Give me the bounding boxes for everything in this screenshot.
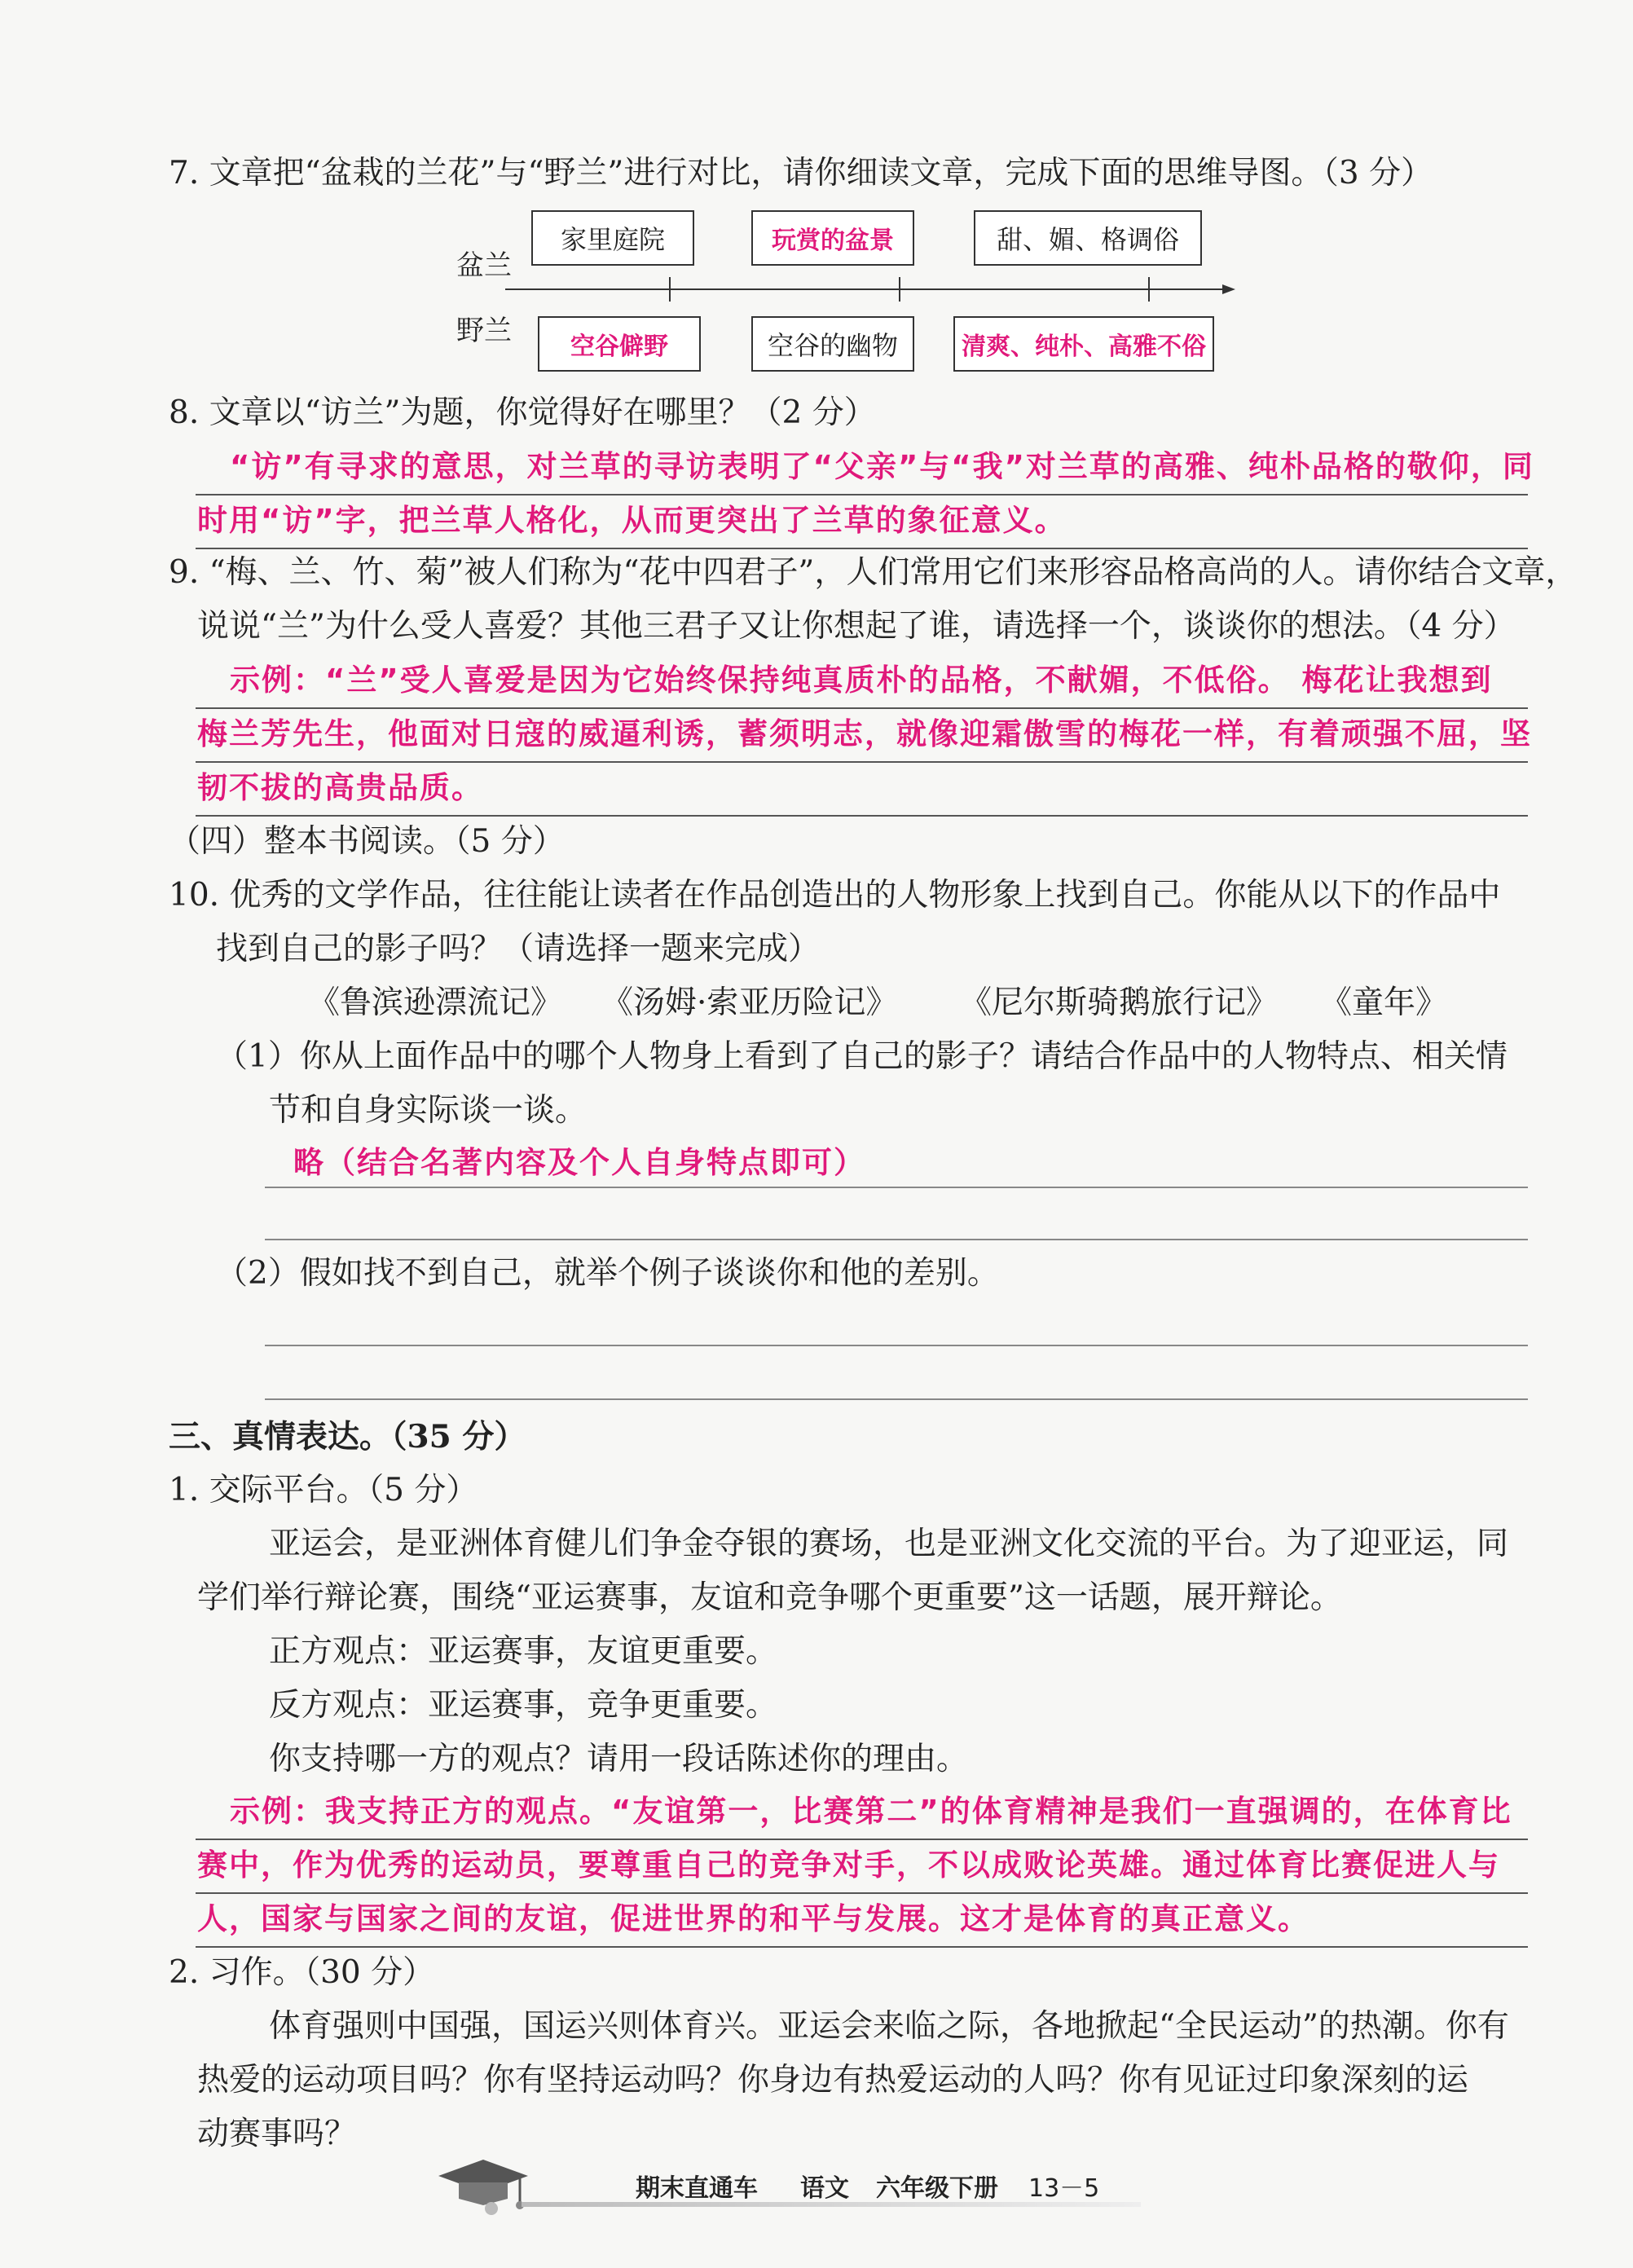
footer-grade: 六年级下册	[876, 2174, 998, 2203]
part-2-title: 2. 习作。（30 分）	[169, 1954, 435, 1991]
answer-rule	[196, 1946, 1528, 1948]
mind-map-wild-box-3: 清爽、纯朴、高雅不俗	[953, 316, 1214, 372]
book-title-3: 《尼尔斯骑鹅旅行记》	[960, 984, 1279, 1021]
q10-sub1-line-2: 节和自身实际谈一谈。	[269, 1092, 588, 1129]
book-title-2: 《汤姆·索亚历险记》	[601, 984, 898, 1021]
answer-rule	[265, 1345, 1528, 1346]
q8-text: 8. 文章以“访兰”为题，你觉得好在哪里？（2 分）	[169, 394, 876, 431]
part-1-pro-view: 正方观点：亚运赛事，友谊更重要。	[269, 1633, 778, 1670]
q9-text-line-1: 9. “梅、兰、竹、菊”被人们称为“花中四君子”，人们常用它们来形容品格高尚的人。请你结合文章，	[169, 554, 1578, 591]
mind-map-wild-box-1: 空谷僻野	[538, 316, 701, 372]
mind-map-wild-box-2: 空谷的幽物	[751, 316, 914, 372]
answer-rule	[196, 548, 1528, 549]
mind-map-pen-box-3: 甜、媚、格调俗	[974, 210, 1202, 266]
q10-text-line-2: 找到自己的影子吗？（请选择一题来完成）	[216, 931, 821, 967]
section-4-heading: （四）整本书阅读。（5 分）	[169, 823, 565, 860]
q7-text: 7. 文章把“盆栽的兰花”与“野兰”进行对比，请你细读文章，完成下面的思维导图。（3 分）	[169, 155, 1433, 192]
answer-rule	[196, 761, 1528, 763]
part-1-title: 1. 交际平台。（5 分）	[169, 1472, 478, 1508]
footer-subject: 语文	[800, 2174, 849, 2203]
mind-map-row-label-wild: 野兰	[456, 315, 512, 347]
mind-map-row-label-pen: 盆兰	[456, 249, 512, 282]
part-1-body-line-2: 学们举行辩论赛，围绕“亚运赛事，友谊和竞争哪个更重要”这一话题，展开辩论。	[197, 1579, 1342, 1616]
answer-rule	[196, 707, 1528, 709]
q10-sub1-answer: 略（结合名著内容及个人自身特点即可）	[293, 1145, 865, 1180]
part-1-answer-line-3: 人，国家与国家之间的友谊，促进世界的和平与发展。这才是体育的真正意义。	[197, 1901, 1309, 1936]
mind-map-pen-box-1: 家里庭院	[531, 210, 694, 266]
part-1-body-line-1: 亚运会，是亚洲体育健儿们争金夺银的赛场，也是亚洲文化交流的平台。为了迎亚运，同	[269, 1526, 1509, 1562]
section-3-heading: 三、真情表达。（35 分）	[169, 1418, 526, 1455]
q8-answer-line-2: 时用“访”字，把兰草人格化，从而更突出了兰草的象征意义。	[197, 503, 1067, 538]
footer-page-number: 13－5	[1028, 2174, 1100, 2203]
part-1-answer-line-2: 赛中，作为优秀的运动员，要尊重自己的竞争对手，不以成败论英雄。通过体育比赛促进人与	[197, 1847, 1500, 1883]
footer-title: 期末直通车	[636, 2174, 758, 2203]
q10-sub1-line-1: （1）你从上面作品中的哪个人物身上看到了自己的影子？请结合作品中的人物特点、相关情	[216, 1038, 1508, 1075]
part-2-body-line-3: 动赛事吗？	[197, 2116, 357, 2152]
part-1-con-view: 反方观点：亚运赛事，竞争更重要。	[269, 1687, 778, 1724]
q8-answer-line-1: “访”有寻求的意思，对兰草的寻访表明了“父亲”与“我”对兰草的高雅、纯朴品格的敬仰，同	[230, 449, 1534, 484]
answer-rule	[196, 1892, 1528, 1894]
book-title-4: 《童年》	[1320, 984, 1448, 1021]
mind-map-arrow	[505, 277, 1239, 302]
mind-map-pen-box-2: 玩赏的盆景	[751, 210, 914, 266]
part-1-question: 你支持哪一方的观点？请用一段话陈述你的理由。	[269, 1741, 969, 1777]
q10-sub2-text: （2）假如找不到自己，就举个例子谈谈你和他的差别。	[216, 1255, 999, 1292]
answer-rule	[196, 1839, 1528, 1840]
part-1-answer-line-1: 示例：我支持正方的观点。“友谊第一，比赛第二”的体育精神是我们一直强调的，在体育比	[230, 1794, 1512, 1829]
book-title-1: 《鲁滨逊漂流记》	[308, 984, 563, 1021]
q9-answer-line-3: 韧不拔的高贵品质。	[197, 770, 483, 805]
answer-rule	[265, 1398, 1528, 1400]
part-2-body-line-1: 体育强则中国强，国运兴则体育兴。亚运会来临之际，各地掀起“全民运动”的热潮。你有	[269, 2008, 1509, 2045]
q9-text-line-2: 说说“兰”为什么受人喜爱？其他三君子又让你想起了谁，请选择一个，谈谈你的想法。（4 分）	[197, 608, 1516, 645]
q9-answer-line-1: 示例：“兰”受人喜爱是因为它始终保持纯真质朴的品格，不献媚，不低俗。 梅花让我想到	[230, 663, 1493, 698]
answer-rule	[265, 1187, 1528, 1188]
graduation-cap-icon	[430, 2151, 536, 2217]
answer-rule	[196, 494, 1528, 495]
part-2-body-line-2: 热爱的运动项目吗？你有坚持运动吗？你身边有热爱运动的人吗？你有见证过印象深刻的运	[197, 2062, 1469, 2098]
q9-answer-line-2: 梅兰芳先生，他面对日寇的威逼利诱，蓄须明志，就像迎霜傲雪的梅花一样，有着顽强不屈，坚	[197, 716, 1532, 751]
answer-rule	[265, 1239, 1528, 1240]
answer-rule	[196, 815, 1528, 817]
q10-text-line-1: 10. 优秀的文学作品，往往能让读者在作品创造出的人物形象上找到自己。你能从以下的作品中	[169, 877, 1501, 914]
